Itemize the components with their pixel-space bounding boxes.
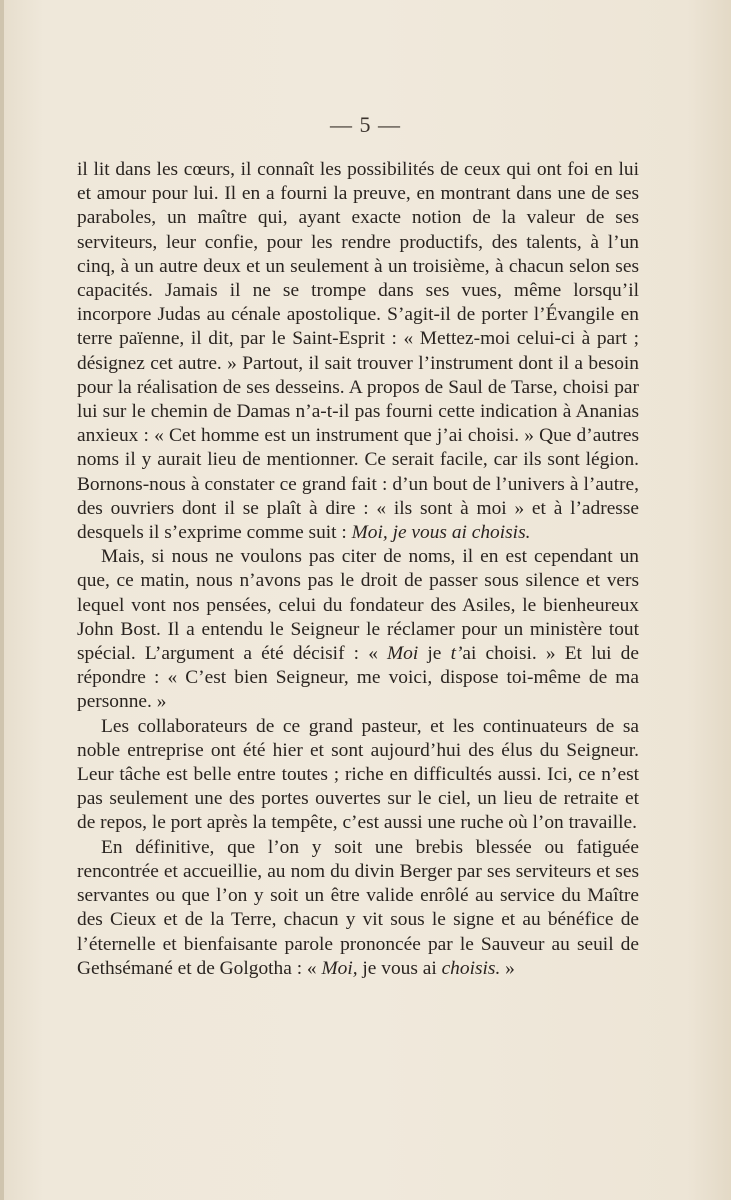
paragraph-text: il lit dans les cœurs, il connaît les possibilités de ceux qui ont foi en lui et amour pour lui. Il en a fourni la preuve, en montrant dans une de ses paraboles, un maître qui, ayant exacte notion de la valeur de ses serviteurs, leur confie, pour les rendre productifs, des talents, à l’un cinq, à un autre deux et un seulement à un troisième, à chacun selon ses capacités. Jamais il ne se trompe dans ses vues, même lorsqu’il incorpore Judas au cénale apostolique. S’agit-il de porter l’Évangile en terre païenne, il dit, par le Saint-Esprit : « Mettez-moi celui-ci à part ; désignez cet autre. » Partout, il sait trouver l’instrument dont il a besoin pour la réalisation de ses desseins. A propos de Saul de Tarse, choisi par lui sur le chemin de Damas n’a-t-il pas fourni cette indication à Ananias anxieux : « Cet homme est un instrument que j’ai choisi. » Que d’autres noms il y aurait lieu de mentionner. Ce serait facile, car ils sont légion. Bornons-nous à constater ce grand fait : d’un bout de l’univers à l’autre, des ouvriers dont il se plaît à dire : « ils sont à moi » et à l’adresse desquels il s’exprime comme suit :	[77, 159, 639, 544]
paragraph	[77, 715, 639, 836]
paragraph	[77, 836, 639, 981]
italic-text: t’	[450, 643, 463, 665]
paragraph-text: je vous ai	[357, 957, 442, 979]
italic-text: Moi,	[321, 957, 358, 979]
paragraph-text: Mais, si nous ne voulons pas citer de noms, il en est cependant un que, ce matin, nous n’avons pas le droit de passer sous silence et vers lequel vont nos pensées, celui du fondateur des Asiles, le bienheureux John Bost. Il a entendu le Seigneur le réclamer pour un ministère tout spécial. L’argument a été décisif : «	[77, 546, 639, 665]
paragraph-text: En définitive, que l’on y soit une brebis blessée ou fatiguée rencontrée et accueillie, au nom du divin Berger par ses serviteurs et ses servantes ou que l’on y soit un être valide enrôlé au service du Maître des Cieux et de la Terre, chacun y vit sous le signe et au bénéfice de l’éternelle et bienfaisante parole prononcée par le Sauveur au seuil de Gethsémané et de Golgotha : «	[77, 836, 639, 979]
page-number: — 5 —	[330, 112, 401, 137]
body-text	[77, 158, 639, 981]
paragraph-text: »	[500, 957, 515, 979]
paragraph	[77, 158, 639, 545]
italic-text: Moi, je vous ai choisis.	[351, 522, 531, 544]
italic-text: Moi	[387, 643, 419, 665]
italic-text: choisis.	[441, 957, 501, 979]
page-edge	[0, 0, 4, 1200]
paragraph-text: ai choisi. » Et lui de répondre : « C’est bien Seigneur, me voici, dispose toi-même de ma personne. »	[77, 643, 639, 713]
paragraph-text: Les collaborateurs de ce grand pasteur, et les continuateurs de sa noble entreprise ont été hier et sont aujourd’hui des élus du Seigneur. Leur tâche est belle entre toutes ; riche en difficultés aussi. Ici, ce n’est pas seulement une des portes ouvertes sur le ciel, un lieu de retraite et de repos, le port après la tempête, c’est aussi une ruche où l’on travaille.	[77, 715, 639, 834]
paragraph-text: je	[418, 643, 451, 665]
paragraph	[77, 545, 639, 714]
